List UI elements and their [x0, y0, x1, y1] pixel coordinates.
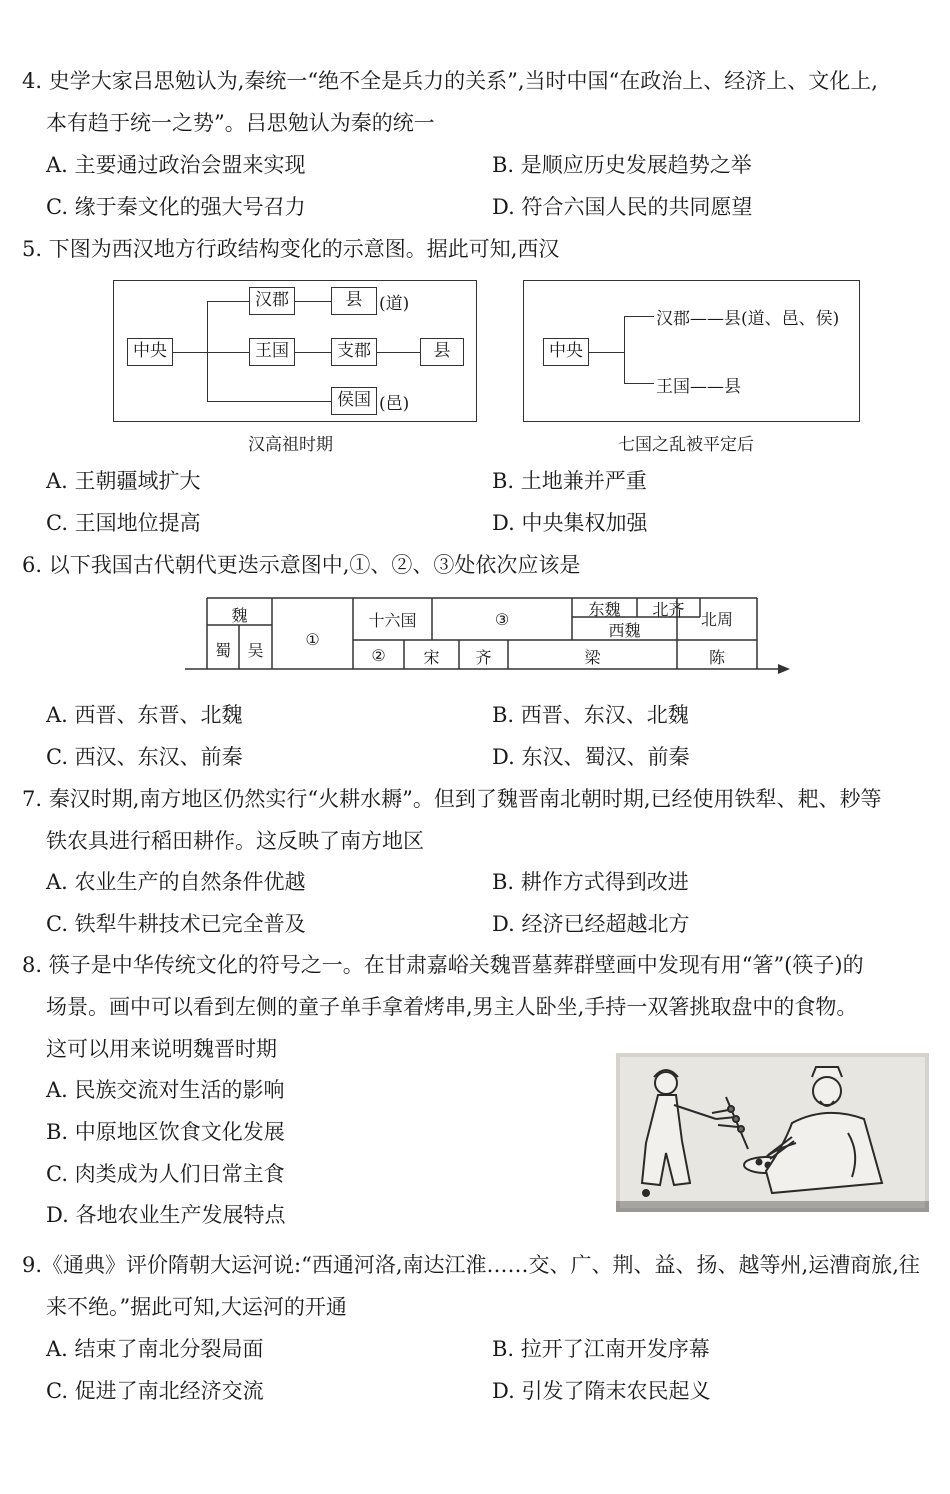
q5-option-c: C. 王国地位提高	[46, 511, 201, 535]
q4-option-d: D. 符合六国人民的共同愿望	[492, 195, 753, 219]
left-houguo-box: 侯国	[331, 387, 377, 415]
q8-stem-line3: 这可以用来说明魏晋时期	[46, 1037, 277, 1061]
q9-option-a: A. 结束了南北分裂局面	[46, 1337, 264, 1361]
q8-option-d: D. 各地农业生产发展特点	[46, 1203, 286, 1227]
left-dao-label: (道)	[379, 294, 410, 314]
q8-stem-line2: 场景。画中可以看到左侧的童子单手拿着烤串,男主人卧坐,手持一双箸挑取盘中的食物。	[46, 995, 858, 1019]
q4-option-b: B. 是顺应历史发展趋势之举	[492, 153, 752, 177]
cell-chen: 陈	[708, 648, 725, 667]
cell-beizhou: 北周	[700, 610, 733, 629]
cell-dongwei: 东魏	[588, 600, 621, 619]
left-xian1-box: 县	[331, 287, 377, 315]
axis-arrow-icon	[778, 664, 790, 674]
left-xian2-box: 县	[420, 338, 464, 366]
q4-stem-line2: 本有趋于统一之势”。吕思勉认为秦的统一	[46, 111, 435, 135]
q9-option-c: C. 促进了南北经济交流	[46, 1379, 264, 1403]
q7-stem-line1: 7. 秦汉时期,南方地区仍然实行“火耕水耨”。但到了魏晋南北朝时期,已经使用铁犁、耙、耖等	[22, 787, 882, 811]
q7-option-d: D. 经济已经超越北方	[492, 912, 690, 936]
q5-option-d: D. 中央集权加强	[492, 511, 648, 535]
cell-shiliuguo: 十六国	[368, 611, 417, 630]
mural-image	[616, 1053, 929, 1212]
left-diagram-caption: 汉高祖时期	[248, 435, 333, 455]
q6-option-d: D. 东汉、蜀汉、前秦	[492, 745, 690, 769]
q8-option-a: A. 民族交流对生活的影响	[46, 1078, 285, 1102]
q9-stem-line1: 9.《通典》评价隋朝大运河说:“西通河洛,南达江淮……交、广、荆、益、扬、越等州,运漕商旅,往	[22, 1253, 920, 1277]
left-yi-label: (邑)	[379, 394, 410, 414]
cell-xiwei: 西魏	[608, 621, 641, 640]
q6-option-a: A. 西晋、东晋、北魏	[46, 703, 243, 727]
cell-marker-1: ①	[305, 630, 320, 649]
q6-option-c: C. 西汉、东汉、前秦	[46, 745, 243, 769]
q7-option-b: B. 耕作方式得到改进	[492, 870, 689, 894]
q5-option-a: A. 王朝疆域扩大	[46, 469, 201, 493]
cell-beiqi: 北齐	[652, 600, 685, 619]
cell-marker-3: ③	[494, 610, 510, 629]
left-center-box: 中央	[127, 338, 173, 366]
q7-stem-line2: 铁农具进行稻田耕作。这反映了南方地区	[46, 829, 424, 853]
cell-wu: 吴	[247, 641, 264, 660]
cell-song: 宋	[423, 648, 440, 667]
q4-option-a: A. 主要通过政治会盟来实现	[46, 153, 306, 177]
q8-stem-line1: 8. 筷子是中华传统文化的符号之一。在甘肃嘉峪关魏晋墓葬群壁画中发现有用“箸”(筷子)的	[22, 953, 864, 977]
q9-option-b: B. 拉开了江南开发序幕	[492, 1337, 710, 1361]
cell-wei: 魏	[231, 606, 248, 625]
q4-option-c: C. 缘于秦文化的强大号召力	[46, 195, 306, 219]
cell-shu: 蜀	[214, 641, 231, 660]
mural-drawing	[616, 1053, 929, 1212]
right-wangguo-label: 王国——县	[656, 377, 741, 397]
q9-stem-line2: 来不绝。”据此可知,大运河的开通	[46, 1295, 347, 1319]
q9-option-d: D. 引发了隋末农民起义	[492, 1379, 711, 1403]
left-wangguo-box: 王国	[249, 338, 295, 366]
left-zhijun-box: 支郡	[331, 338, 377, 366]
q8-option-b: B. 中原地区饮食文化发展	[46, 1120, 285, 1144]
q7-option-a: A. 农业生产的自然条件优越	[46, 870, 306, 894]
timeline-grid	[0, 0, 950, 700]
q5-stem: 5. 下图为西汉地方行政结构变化的示意图。据此可知,西汉	[22, 237, 560, 261]
q8-option-c: C. 肉类成为人们日常主食	[46, 1162, 285, 1186]
right-center-box: 中央	[543, 338, 589, 366]
cell-qi: 齐	[475, 648, 492, 667]
q6-stem: 6. 以下我国古代朝代更迭示意图中,①、②、③处依次应该是	[22, 553, 581, 577]
left-hanjun-box: 汉郡	[249, 287, 295, 315]
cell-liang: 梁	[584, 648, 601, 667]
right-hanjun-label: 汉郡——县(道、邑、侯)	[656, 309, 840, 329]
q5-option-b: B. 土地兼并严重	[492, 469, 647, 493]
q6-option-b: B. 西晋、东汉、北魏	[492, 703, 689, 727]
q7-option-c: C. 铁犁牛耕技术已完全普及	[46, 912, 306, 936]
cell-marker-2: ②	[371, 646, 386, 665]
q4-stem-line1: 4. 史学大家吕思勉认为,秦统一“绝不全是兵力的关系”,当时中国“在政治上、经济上、文化上,	[22, 69, 878, 93]
right-diagram-caption: 七国之乱被平定后	[618, 435, 754, 455]
